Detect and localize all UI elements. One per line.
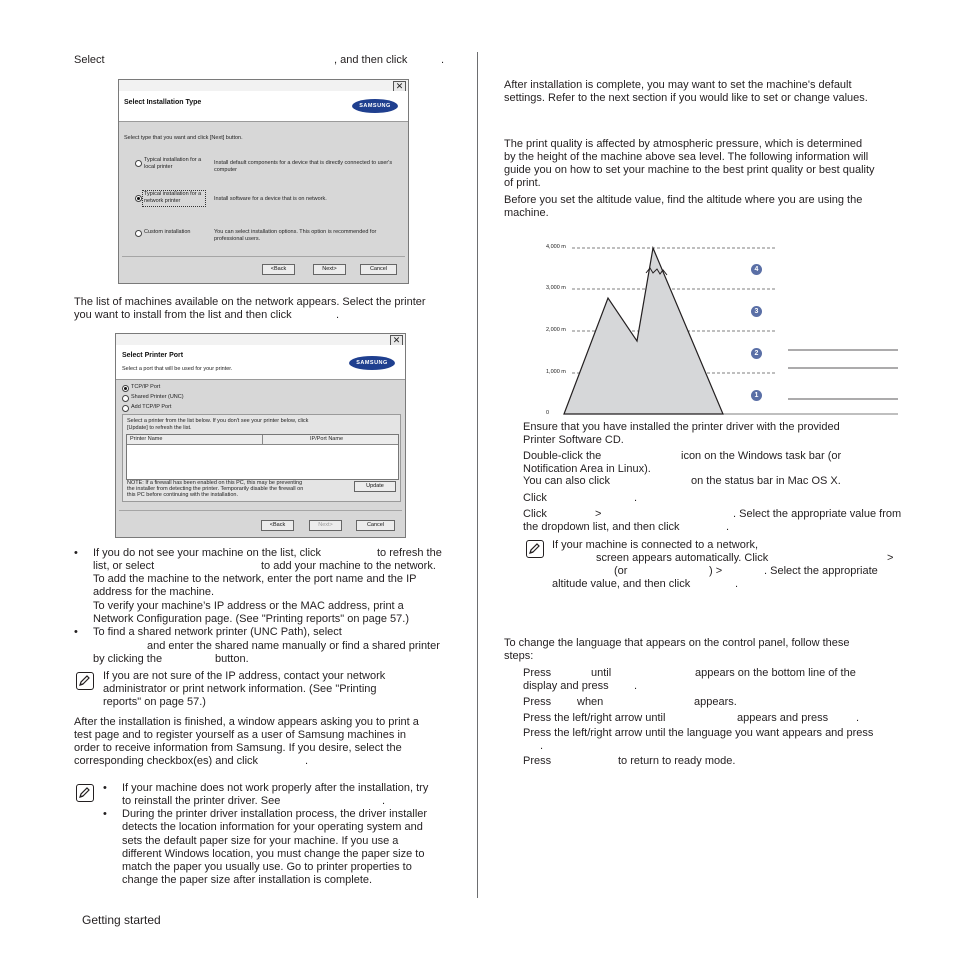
machine-list-text-end: . (336, 309, 340, 321)
samsung-logo: SAMSUNG (349, 356, 395, 370)
machine-list-text-2: you want to install from the list and then click (74, 309, 292, 321)
step-1-line-2: Printer Software CD. (523, 434, 624, 446)
bullet-marker: • (74, 547, 78, 559)
firewall-note-1: NOTE: If a firewall has been enabled on this PC, this may be preventing (127, 480, 303, 486)
firewall-note-2: the installer from detecting the printer. Temporarily disable the firewall on (127, 486, 304, 492)
samsung-logo: SAMSUNG (352, 99, 398, 113)
update-button[interactable]: Update (354, 481, 396, 492)
level-badge-4: 4 (751, 264, 762, 275)
level-badge-3: 3 (751, 306, 762, 317)
lang-step-1-d: display and press (523, 680, 609, 692)
bullet-1-text-g: To verify your machine’s IP address or the MAC address, print a (93, 600, 404, 612)
para1-line-2: settings. Refer to the next section if you would like to set or change values. (504, 92, 868, 104)
step-4-text-d: the dropdown list, and then click (523, 521, 680, 533)
note-a-line-3: reports" on page 57.) (103, 696, 206, 708)
radio-network-printer[interactable] (135, 195, 142, 202)
note-b-1-line-1: If your machine does not work properly after the installation, try (122, 782, 429, 794)
bullet-marker: • (74, 626, 78, 638)
cancel-button[interactable]: Cancel (360, 264, 397, 275)
bullet-1-text-a: If you do not see your machine on the list, click (93, 547, 322, 559)
lang-step-2-a: Press (523, 696, 552, 708)
separator (119, 510, 402, 511)
option-local-label-2: local printer (144, 164, 173, 170)
dialog-title: Select Printer Port (122, 352, 184, 359)
bullet-marker: • (103, 782, 107, 794)
note-c-line-1: If your machine is connected to a network, (552, 539, 759, 551)
dialog-header (119, 91, 408, 122)
select-instruction-end: . (441, 54, 445, 66)
option-custom-desc-2: professional users. (214, 236, 261, 242)
lang-step-3-a: Press the left/right arrow until (523, 712, 666, 724)
para2-line-4: of print. (504, 177, 541, 189)
list-info-1: Select a printer from the list below. If you don't see your printer below, click (127, 418, 309, 424)
note-b-2-line-2: detects the location information for your operating system and (122, 821, 423, 833)
port-tcpip-label: TCP/IP Port (131, 384, 161, 390)
bullet-2-text-b: and enter the shared name manually or find a shared printer (147, 640, 440, 652)
select-instruction-prefix: Select (74, 54, 105, 66)
bullet-1-text-h: Network Configuration page. (See "Printing reports" on page 57.) (93, 613, 409, 625)
step-1-line-1: Ensure that you have installed the printer driver with the provided (523, 421, 840, 433)
lang-step-1-a: Press (523, 667, 552, 679)
bullet-1-text-d: to add your machine to the network. (261, 560, 436, 572)
lang-step-3-b: appears and press (737, 712, 829, 724)
lang-step-1-c: appears on the bottom line of the (695, 667, 856, 679)
step-3-text-b: . (634, 492, 638, 504)
para2-line-1: The print quality is affected by atmospheric pressure, which is determined (504, 138, 863, 150)
option-custom-desc-1: You can select installation options. This option is recommended for (214, 229, 377, 235)
note-c-line-3-b: ) > (709, 565, 723, 577)
note-b-2-line-4: different Windows location, you must change the paper size to (122, 848, 425, 860)
note-pencil-icon (76, 784, 94, 802)
back-button[interactable]: <Back (262, 264, 295, 275)
page-footer: Getting started (82, 913, 161, 927)
option-local-desc-2: computer (214, 167, 237, 173)
port-shared-label: Shared Printer (UNC) (131, 394, 184, 400)
bullet-2-text-c: by clicking the (93, 653, 163, 665)
bullet-2-text-a: To find a shared network printer (UNC Path), select (93, 626, 342, 638)
level-badge-2: 2 (751, 348, 762, 359)
back-button[interactable]: <Back (261, 520, 294, 531)
printer-list[interactable] (126, 434, 399, 480)
column-header-printer[interactable] (127, 435, 263, 445)
radio-add-tcpip-port[interactable] (122, 405, 129, 412)
step-4-text-c: . Select the appropriate value from (733, 508, 902, 520)
dialog-title: Select Installation Type (124, 99, 202, 106)
dialog-titlebar (116, 334, 405, 345)
note-a-line-1: If you are not sure of the IP address, contact your network (103, 670, 386, 682)
lang-step-2-b: when (577, 696, 604, 708)
altitude-label-2000: 2,000 m (546, 327, 566, 333)
option-custom-label: Custom installation (144, 229, 191, 235)
firewall-note-3: this PC before continuing with the installation. (127, 492, 238, 498)
column-header-printer-label: Printer Name (130, 436, 163, 442)
note-c-line-2: screen appears automatically. Click (596, 552, 769, 564)
option-local-desc-1: Install default components for a device that is directly connected to user's (214, 160, 393, 166)
radio-custom-install[interactable] (135, 230, 142, 237)
printer-port-dialog (115, 333, 406, 538)
cancel-button[interactable]: Cancel (356, 520, 395, 531)
lang-step-2-c: appears. (694, 696, 737, 708)
select-instruction-suffix: , and then click (334, 54, 408, 66)
printer-list-panel (122, 414, 401, 502)
machine-list-text-1: The list of machines available on the network appears. Select the printer (74, 296, 426, 308)
separator (122, 256, 405, 257)
para3-line-1: Before you set the altitude value, find the altitude where you are using the (504, 194, 863, 206)
note-b-1-line-end: . (382, 795, 386, 807)
install-type-dialog (118, 79, 409, 284)
close-icon[interactable]: ✕ (390, 335, 403, 346)
para2-line-3: guide you on how to set your machine to the best print quality or best quality (504, 164, 875, 176)
dialog-subtitle: Select a port that will be used for your printer. (122, 366, 233, 372)
port-add-label: Add TCP/IP Port (131, 404, 172, 410)
lang-step-5-b: to return to ready mode. (618, 755, 736, 767)
column-header-port-label: IP/Port Name (310, 436, 344, 442)
note-b-1-line-2: to reinstall the printer driver. See (122, 795, 281, 807)
lang-step-1-e: . (634, 680, 638, 692)
step-2-text-b: icon on the Windows task bar (or (681, 450, 842, 462)
altitude-label-4000: 4,000 m (546, 244, 566, 250)
lang-intro-1: To change the language that appears on the control panel, follow these (504, 637, 850, 649)
radio-local-printer[interactable] (135, 160, 142, 167)
step-4-text-a: Click (523, 508, 547, 520)
note-b-2-line-3: sets the default paper size for your machine. If you use a (122, 835, 399, 847)
level-badge-1: 1 (751, 390, 762, 401)
note-b-2-line-6: change the paper size after installation is complete. (122, 874, 373, 886)
para3-line-2: machine. (504, 207, 549, 219)
para2-line-2: by the height of the machine above sea level. The following information will (504, 151, 869, 163)
altitude-label-1000: 1,000 m (546, 369, 566, 375)
step-4-text-e: . (726, 521, 730, 533)
radio-shared-printer[interactable] (122, 395, 129, 402)
step-2-text-a: Double-click the (523, 450, 602, 462)
note-c-line-4: altitude value, and then click (552, 578, 691, 590)
step-4-text-b: > (595, 508, 602, 520)
note-c-line-3-a: (or (614, 565, 628, 577)
bullet-1-text-b: to refresh the (377, 547, 442, 559)
after-install-line-end: . (305, 755, 309, 767)
after-install-line-3: order to receive information from Samsung. If you desire, select the (74, 742, 402, 754)
lang-step-4-b: . (540, 740, 544, 752)
note-c-line-2-end: > (887, 552, 894, 564)
altitude-diagram (540, 240, 900, 420)
bullet-1-text-f: address for the machine. (93, 586, 215, 598)
note-a-line-2: administrator or print network information. (See "Printing (103, 683, 377, 695)
close-icon[interactable]: ✕ (393, 81, 406, 92)
step-2-text-d: You can also click (523, 475, 611, 487)
note-b-2-line-1: During the printer driver installation process, the driver installer (122, 808, 428, 820)
radio-tcpip-port[interactable] (122, 385, 129, 392)
lang-step-5-a: Press (523, 755, 552, 767)
altitude-label-0: 0 (546, 410, 550, 416)
bullet-1-text-e: To add the machine to the network, enter the port name and the IP (93, 573, 417, 585)
option-network-label-2: network printer (144, 198, 181, 204)
after-install-line-4: corresponding checkbox(es) and click (74, 755, 259, 767)
note-c-line-3-c: . Select the appropriate (764, 565, 878, 577)
column-divider (477, 52, 478, 898)
install-type-prompt: Select type that you want and click [Next] button. (124, 135, 243, 141)
next-button[interactable]: Next> (313, 264, 346, 275)
bullet-1-text-c: list, or select (93, 560, 155, 572)
lang-intro-2: steps: (504, 650, 534, 662)
note-pencil-icon (526, 540, 544, 558)
after-install-line-2: test page and to register yourself as a user of Samsung machines in (74, 729, 407, 741)
bullet-2-text-d: button. (215, 653, 249, 665)
list-info-2: [Update] to refresh the list. (127, 425, 192, 431)
note-b-2-line-5: match the paper you usually use. Go to printer properties to (122, 861, 412, 873)
bullet-marker: • (103, 808, 107, 820)
option-local-label-1: Typical installation for a (144, 157, 202, 163)
option-network-desc-1: Install software for a device that is on network. (214, 196, 327, 202)
step-3-text-a: Click (523, 492, 547, 504)
altitude-label-3000: 3,000 m (546, 285, 566, 291)
step-2-text-c: Notification Area in Linux). (523, 463, 651, 475)
lang-step-4-a: Press the left/right arrow until the language you want appears and press (523, 727, 874, 739)
column-header-port[interactable] (263, 435, 398, 445)
lang-step-3-c: . (856, 712, 860, 724)
next-button[interactable]: Next> (309, 520, 342, 531)
after-install-line-1: After the installation is finished, a window appears asking you to print a (74, 716, 419, 728)
para1-line-1: After installation is complete, you may want to set the machine's default (504, 79, 852, 91)
note-pencil-icon (76, 672, 94, 690)
note-c-line-4-end: . (735, 578, 739, 590)
option-network-label-1: Typical installation for a (144, 191, 202, 197)
dialog-titlebar (119, 80, 408, 91)
step-2-text-e: on the status bar in Mac OS X. (691, 475, 841, 487)
dialog-header (116, 345, 405, 380)
lang-step-1-b: until (591, 667, 612, 679)
